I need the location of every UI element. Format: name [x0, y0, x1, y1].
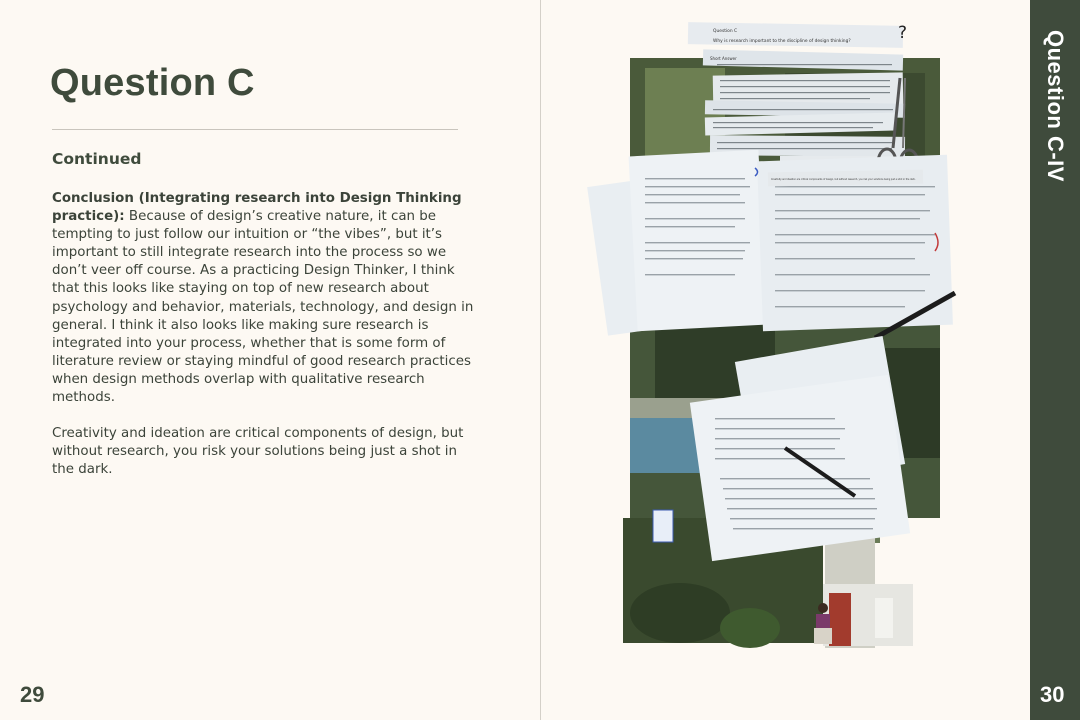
strip-question-mark: ? — [898, 23, 908, 43]
side-tab-label: Question C-IV — [1043, 30, 1068, 182]
door-figure-photo — [814, 584, 913, 646]
strip-question-text: Why is research important to the discipline of design thinking? — [713, 39, 851, 44]
title-divider — [52, 129, 458, 130]
conclusion-paragraph — [52, 190, 480, 407]
body-text — [52, 190, 480, 497]
section-subtitle: Continued — [52, 150, 142, 168]
collage-image — [585, 18, 975, 668]
conclusion-heading: Conclusion (Integrating research into Design Thinking practice): — [52, 191, 462, 225]
page-number-right: 30 — [1040, 682, 1065, 707]
page-number-left: 29 — [20, 682, 45, 707]
conclusion-text: Because of design’s creative nature, it can be tempting to just follow our intuition or “the vibes”, but it’s important to still integrate research into the process so we don’t veer off course. As a practicing Design Thinker, I think that this looks like staying on top of new research about psychology and behavior, materials, technology, and design in general. I think it also looks like making sure research is integrated into your process, whether that is some form of literature review or staying mindful of good research practices when design methods overlap with qualitative research methods. — [52, 209, 474, 406]
grid-paper-piece — [653, 510, 673, 542]
strip-closing: Creativity and ideation are critical components of design, but without research, you risk your solutions being just a shot in the dark. — [771, 178, 916, 181]
page-gutter — [540, 0, 541, 720]
closing-paragraph: Creativity and ideation are critical components of design, but without research, you risk your solutions being just a shot in the dark. — [52, 426, 464, 478]
question-strip — [688, 22, 907, 48]
strip-answer-lead: Short Answer — [710, 56, 737, 61]
strip-question-label: Question C — [713, 29, 738, 34]
page-title: Question C — [50, 62, 255, 104]
closing-strip — [768, 170, 923, 187]
